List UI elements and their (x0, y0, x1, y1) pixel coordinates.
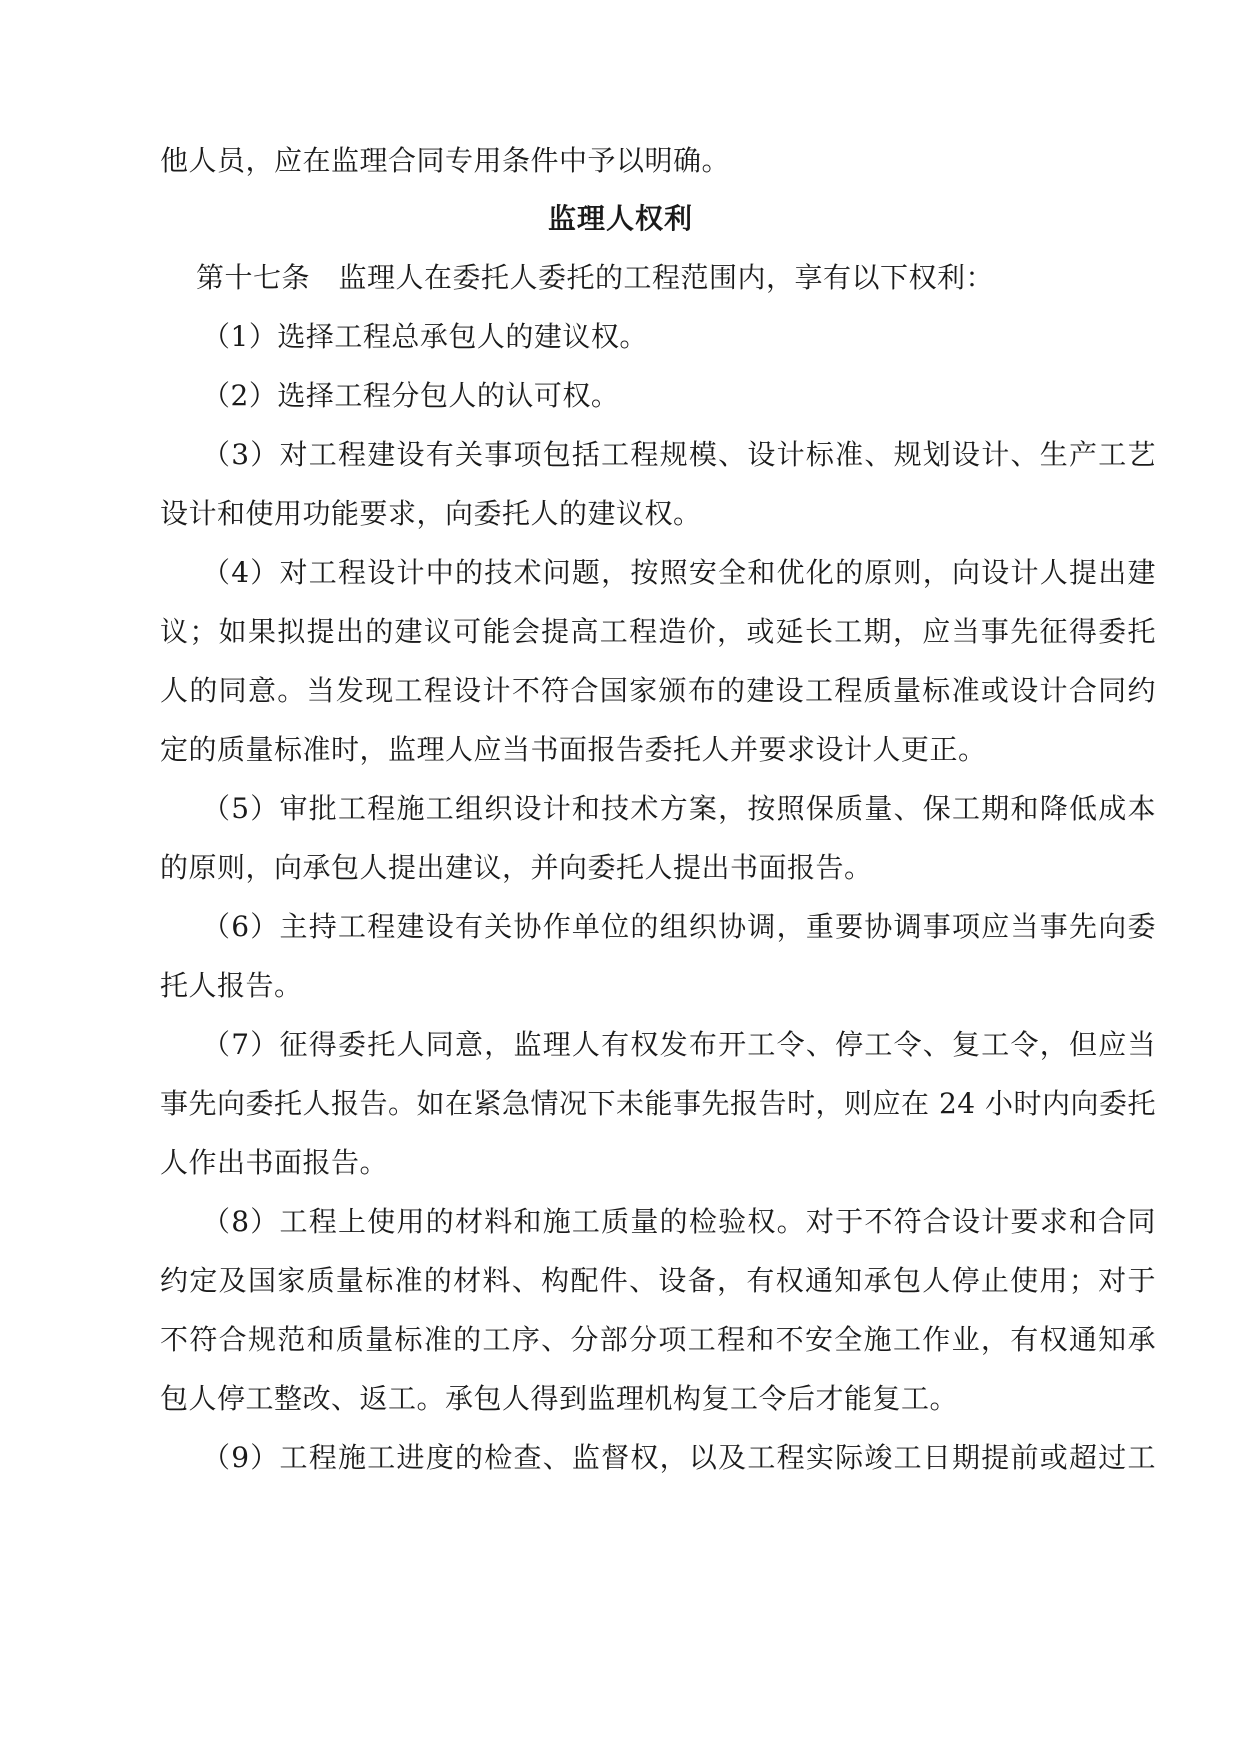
list-item-1: （1）选择工程总承包人的建议权。 (202, 320, 648, 353)
list-item-4-line-1: （4）对工程设计中的技术问题，按照安全和优化的原则，向设计人提出建 (202, 556, 1156, 589)
list-item-8-line-2: 约定及国家质量标准的材料、构配件、设备，有权通知承包人停止使用；对于 (160, 1264, 1156, 1297)
list-item-8-line-3: 不符合规范和质量标准的工序、分部分项工程和不安全施工作业，有权通知承 (160, 1323, 1156, 1356)
list-item-4-line-4: 定的质量标准时，监理人应当书面报告委托人并要求设计人更正。 (160, 733, 987, 766)
list-item-6-line-2: 托人报告。 (160, 969, 303, 1002)
list-item-6-line-1: （6）主持工程建设有关协作单位的组织协调，重要协调事项应当事先向委 (202, 910, 1156, 943)
list-item-2: （2）选择工程分包人的认可权。 (202, 379, 620, 412)
list-item-7-line-1: （7）征得委托人同意，监理人有权发布开工令、停工令、复工令，但应当 (202, 1028, 1156, 1061)
section-title: 监理人权利 (547, 202, 693, 235)
list-item-3-line-1: （3）对工程建设有关事项包括工程规模、设计标准、规划设计、生产工艺 (202, 438, 1156, 471)
list-item-8-line-4: 包人停工整改、返工。承包人得到监理机构复工令后才能复工。 (160, 1382, 959, 1415)
list-item-8-line-1: （8）工程上使用的材料和施工质量的检验权。对于不符合设计要求和合同 (202, 1205, 1156, 1238)
list-item-7-line-3: 人作出书面报告。 (160, 1146, 389, 1179)
list-item-5-line-1: （5）审批工程施工组织设计和技术方案，按照保质量、保工期和降低成本 (202, 792, 1156, 825)
list-item-5-line-2: 的原则，向承包人提出建议，并向委托人提出书面报告。 (160, 851, 873, 884)
list-item-4-line-3: 人的同意。当发现工程设计不符合国家颁布的建设工程质量标准或设计合同约 (160, 674, 1156, 707)
paragraph-line: 他人员，应在监理合同专用条件中予以明确。 (160, 144, 731, 177)
list-item-9-line-1: （9）工程施工进度的检查、监督权，以及工程实际竣工日期提前或超过工 (202, 1441, 1156, 1474)
list-item-4-line-2: 议；如果拟提出的建议可能会提高工程造价，或延长工期，应当事先征得委托 (160, 615, 1156, 648)
list-item-7-line-2: 事先向委托人报告。如在紧急情况下未能事先报告时，则应在 24 小时内向委托 (160, 1087, 1156, 1120)
article-17-text: 第十七条 监理人在委托人委托的工程范围内，享有以下权利： (196, 261, 995, 294)
list-item-3-line-2: 设计和使用功能要求，向委托人的建议权。 (160, 497, 702, 530)
